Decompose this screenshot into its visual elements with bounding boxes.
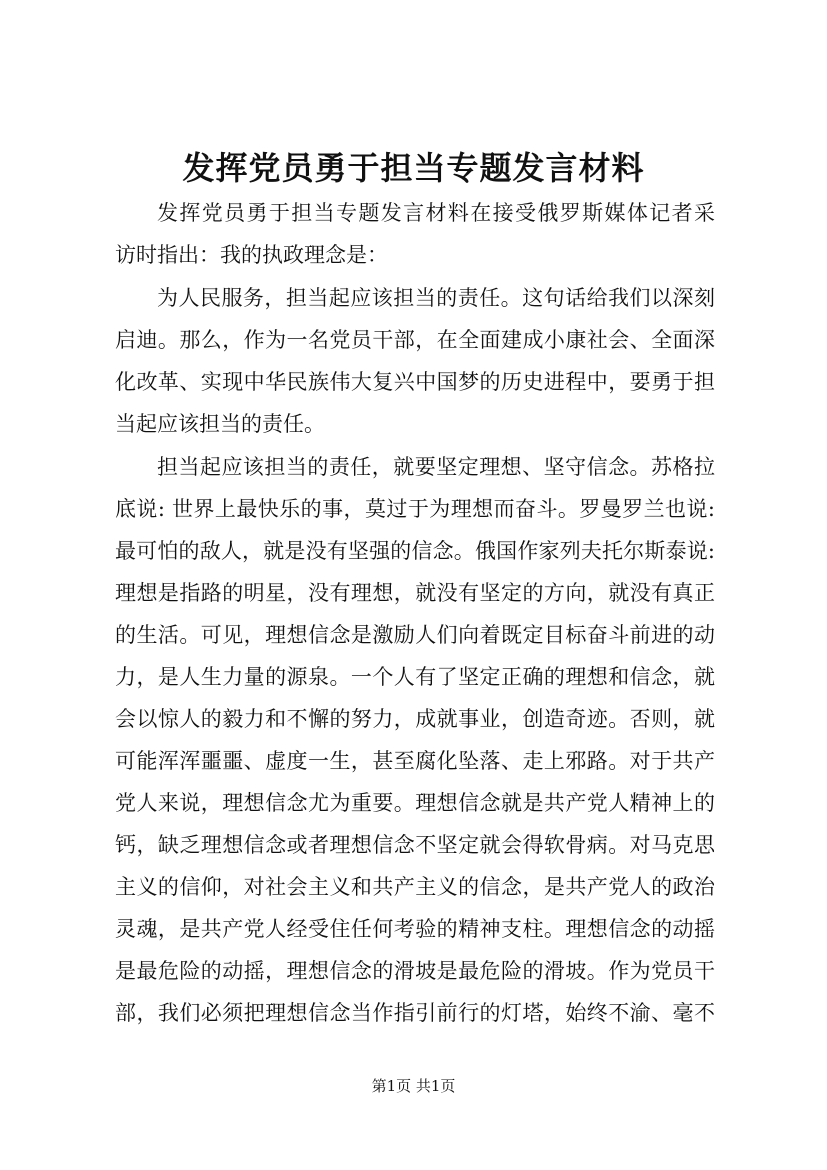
paragraph-3-line-8: 可能浑浑噩噩、虚度一生，甚至腐化坠落、走上邪路。对于共产 [115,749,715,773]
paragraph-3-line-11: 主义的信仰，对社会主义和共产主义的信念，是共产党人的政治 [115,875,715,899]
paragraph-3-line-2: 底说: 世界上最快乐的事，莫过于为理想而奋斗。罗曼罗兰也说: [115,497,715,521]
paragraph-3-line-10: 钙，缺乏理想信念或者理想信念不坚定就会得软骨病。对马克思 [115,833,715,857]
paragraph-3-line-4: 理想是指路的明星，没有理想，就没有坚定的方向，就没有真正 [115,581,715,605]
paragraph-3-line-3: 最可怕的敌人，就是没有坚强的信念。俄国作家列夫托尔斯泰说: [115,539,715,563]
paragraph-2-line-2: 启迪。那么，作为一名党员干部，在全面建成小康社会、全面深 [115,328,715,352]
paragraph-2-line-4: 当起应该担当的责任。 [115,412,325,436]
paragraph-3-line-14: 部，我们必须把理想信念当作指引前行的灯塔，始终不渝、毫不 [115,1001,715,1025]
page-footer: 第1页 共1页 [371,1077,456,1095]
paragraph-3-line-6: 力，是人生力量的源泉。一个人有了坚定正确的理想和信念，就 [115,665,715,689]
paragraph-3-line-9: 党人来说，理想信念尤为重要。理想信念就是共产党人精神上的 [115,791,715,815]
paragraph-1-line-2: 访时指出：我的执政理念是： [115,243,388,267]
paragraph-3-line-5: 的生活。可见，理想信念是激励人们向着既定目标奋斗前进的动 [115,623,715,647]
paragraph-2-line-1: 为人民服务，担当起应该担当的责任。这句话给我们以深刻 [157,286,715,310]
paragraph-3-line-1: 担当起应该担当的责任，就要坚定理想、坚守信念。苏格拉 [157,455,715,479]
paragraph-3-line-12: 灵魂，是共产党人经受住任何考验的精神支柱。理想信念的动摇 [115,917,715,941]
paragraph-3-line-13: 是最危险的动摇，理想信念的滑坡是最危险的滑坡。作为党员干 [115,959,715,983]
paragraph-2-line-3: 化改革、实现中华民族伟大复兴中国梦的历史进程中，要勇于担 [115,370,715,394]
paragraph-3-line-7: 会以惊人的毅力和不懈的努力，成就事业，创造奇迹。否则，就 [115,707,715,731]
document-title: 发挥党员勇于担当专题发言材料 [182,149,645,187]
paragraph-1-line-1: 发挥党员勇于担当专题发言材料在接受俄罗斯媒体记者采 [157,201,715,225]
